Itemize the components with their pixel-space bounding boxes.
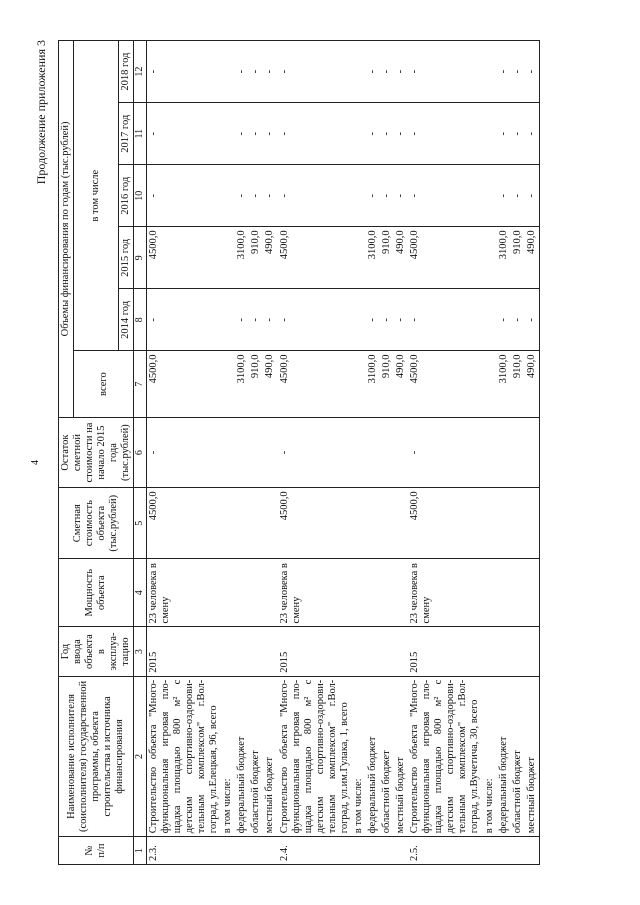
value-2015: 4500,0 [278, 227, 352, 289]
value-2018: - [511, 41, 525, 103]
value-2014: - [394, 289, 408, 351]
value-2015: 490,0 [394, 227, 408, 289]
header-cost: Сметная стоимость объекта (тыс.рублей) [59, 488, 134, 559]
value-2017: - [235, 103, 249, 165]
header-name: Наименование исполнителя (соисполнителя) государственной программы, объекта строительства и источника финансирования [59, 676, 134, 837]
header-year: Год ввода объекта в эксплуа-тацию [59, 627, 134, 676]
federal-budget-label: федеральный бюджет [366, 676, 380, 837]
header-2014: 2014 год [119, 289, 134, 351]
value-2015: 910,0 [380, 227, 394, 289]
local-budget-label: местный бюджет [525, 676, 540, 837]
col-num: 10 [134, 165, 147, 227]
total-value: 910,0 [249, 351, 263, 417]
header-2018: 2018 год [119, 41, 134, 103]
value-2018: - [235, 41, 249, 103]
value-2016: - [278, 165, 352, 227]
table-row [483, 41, 497, 865]
commission-year: 2015 [278, 627, 352, 676]
value-2014: - [380, 289, 394, 351]
header-2015: 2015 год [119, 227, 134, 289]
value-2018: - [380, 41, 394, 103]
col-num: 9 [134, 227, 147, 289]
value-2016: - [497, 165, 511, 227]
table-row [408, 41, 482, 865]
value-2017: - [408, 103, 482, 165]
value-2017: - [146, 103, 221, 165]
header-number: № п/п [59, 837, 134, 865]
header-2017: 2017 год [119, 103, 134, 165]
header-financing-group: Объемы финансирования по годам (тыс.рублей) [59, 41, 74, 418]
value-2018: - [249, 41, 263, 103]
header-2016: 2016 год [119, 165, 134, 227]
value-2016: - [263, 165, 277, 227]
value-2014: - [249, 289, 263, 351]
value-2017: - [263, 103, 277, 165]
value-2016: - [408, 165, 482, 227]
value-2017: - [525, 103, 540, 165]
value-2017: - [366, 103, 380, 165]
col-num: 11 [134, 103, 147, 165]
including-label: в том числе: [483, 676, 497, 837]
commission-year: 2015 [146, 627, 221, 676]
object-power: 23 человека в смену [146, 559, 221, 627]
including-label: в том числе: [352, 676, 366, 837]
table-row [278, 41, 352, 865]
regional-budget-label: областной бюджет [511, 676, 525, 837]
value-2015: 3100,0 [366, 227, 380, 289]
value-2018: - [525, 41, 540, 103]
col-num: 1 [134, 837, 147, 865]
estimated-cost: 4500,0 [278, 488, 352, 559]
value-2014: - [263, 289, 277, 351]
row-number: 2.4. [278, 837, 352, 865]
table-row [263, 41, 277, 865]
total-value: 490,0 [263, 351, 277, 417]
value-2014: - [497, 289, 511, 351]
header-including: в том числе [74, 41, 119, 351]
total-value: 3100,0 [497, 351, 511, 417]
table-row [394, 41, 408, 865]
value-2018: - [146, 41, 221, 103]
col-num: 7 [134, 351, 147, 417]
value-2016: - [525, 165, 540, 227]
value-2014: - [278, 289, 352, 351]
value-2016: - [146, 165, 221, 227]
value-2016: - [380, 165, 394, 227]
value-2015: 4500,0 [408, 227, 482, 289]
total-value: 3100,0 [366, 351, 380, 417]
row-number: 2.3. [146, 837, 221, 865]
col-num: 2 [134, 676, 147, 837]
value-2015: 4500,0 [146, 227, 221, 289]
col-num: 4 [134, 559, 147, 627]
object-name: Строительство объекта "Много-функциональная игровая пло-щадка площадью 800 м² с детским спортивно-оздорови-тельным комплексом" г.Вол-гоград, ул.Вучетича, 30, всего [408, 676, 482, 837]
commission-year: 2015 [408, 627, 482, 676]
total-value: 910,0 [511, 351, 525, 417]
federal-budget-label: федеральный бюджет [235, 676, 249, 837]
value-2017: - [249, 103, 263, 165]
value-2015: 910,0 [511, 227, 525, 289]
value-2016: - [249, 165, 263, 227]
value-2014: - [235, 289, 249, 351]
value-2017: - [278, 103, 352, 165]
value-2016: - [394, 165, 408, 227]
object-name: Строительство объекта "Много-функциональная игровая пло-щадка площадью 800 м² с детским спортивно-оздорови-тельным комплексом" г.Вол-гоград, ул.Елецкая, 96, всего [146, 676, 221, 837]
value-2014: - [146, 289, 221, 351]
col-num: 5 [134, 488, 147, 559]
cost-remainder: - [146, 417, 221, 488]
table-row [235, 41, 249, 865]
total-value: 3100,0 [235, 351, 249, 417]
value-2017: - [380, 103, 394, 165]
table-row [497, 41, 511, 865]
value-2015: 910,0 [249, 227, 263, 289]
table-row [511, 41, 525, 865]
total-value: 490,0 [525, 351, 540, 417]
col-num: 6 [134, 417, 147, 488]
table-row [146, 41, 221, 865]
table-row [525, 41, 540, 865]
value-2018: - [408, 41, 482, 103]
regional-budget-label: областной бюджет [249, 676, 263, 837]
local-budget-label: местный бюджет [263, 676, 277, 837]
value-2018: - [263, 41, 277, 103]
value-2015: 490,0 [263, 227, 277, 289]
value-2016: - [511, 165, 525, 227]
table-row [380, 41, 394, 865]
value-2017: - [511, 103, 525, 165]
value-2014: - [408, 289, 482, 351]
total-value: 4500,0 [278, 351, 352, 417]
object-name: Строительство объекта "Много-функциональная игровая пло-щадка площадью 800 м² с детским спортивно-оздорови-тельным комплексом" г.Вол-гоград, ул.им.Гулака, 1, всего [278, 676, 352, 837]
table-row [249, 41, 263, 865]
cost-remainder: - [278, 417, 352, 488]
value-2018: - [278, 41, 352, 103]
value-2014: - [525, 289, 540, 351]
value-2016: - [235, 165, 249, 227]
header-total: всего [74, 351, 134, 417]
table-header [59, 41, 147, 865]
value-2015: 3100,0 [235, 227, 249, 289]
table-row [352, 41, 366, 865]
total-value: 4500,0 [146, 351, 221, 417]
value-2015: 3100,0 [497, 227, 511, 289]
value-2018: - [394, 41, 408, 103]
header-power: Мощность объекта [59, 559, 134, 627]
value-2018: - [366, 41, 380, 103]
financing-table [58, 40, 540, 865]
col-num: 8 [134, 289, 147, 351]
row-number: 2.5. [408, 837, 482, 865]
total-value: 4500,0 [408, 351, 482, 417]
estimated-cost: 4500,0 [408, 488, 482, 559]
local-budget-label: местный бюджет [394, 676, 408, 837]
value-2015: 490,0 [525, 227, 540, 289]
col-num: 3 [134, 627, 147, 676]
table-row [366, 41, 380, 865]
including-label: в том числе: [221, 676, 235, 837]
estimated-cost: 4500,0 [146, 488, 221, 559]
table-row [221, 41, 235, 865]
object-power: 23 человека в смену [278, 559, 352, 627]
value-2017: - [394, 103, 408, 165]
total-value: 490,0 [394, 351, 408, 417]
value-2016: - [366, 165, 380, 227]
continuation-title: Продолжение приложения 3 [34, 40, 48, 185]
value-2017: - [497, 103, 511, 165]
total-value: 910,0 [380, 351, 394, 417]
value-2014: - [366, 289, 380, 351]
regional-budget-label: областной бюджет [380, 676, 394, 837]
header-rest: Остаток сметной стоимости на начало 2015 года (тыс.рублей) [59, 417, 134, 488]
federal-budget-label: федеральный бюджет [497, 676, 511, 837]
col-num: 12 [134, 41, 147, 103]
cost-remainder: - [408, 417, 482, 488]
object-power: 23 человека в смену [408, 559, 482, 627]
column-number-row [134, 41, 147, 865]
value-2018: - [497, 41, 511, 103]
page-number: 4 [30, 460, 41, 465]
value-2014: - [511, 289, 525, 351]
